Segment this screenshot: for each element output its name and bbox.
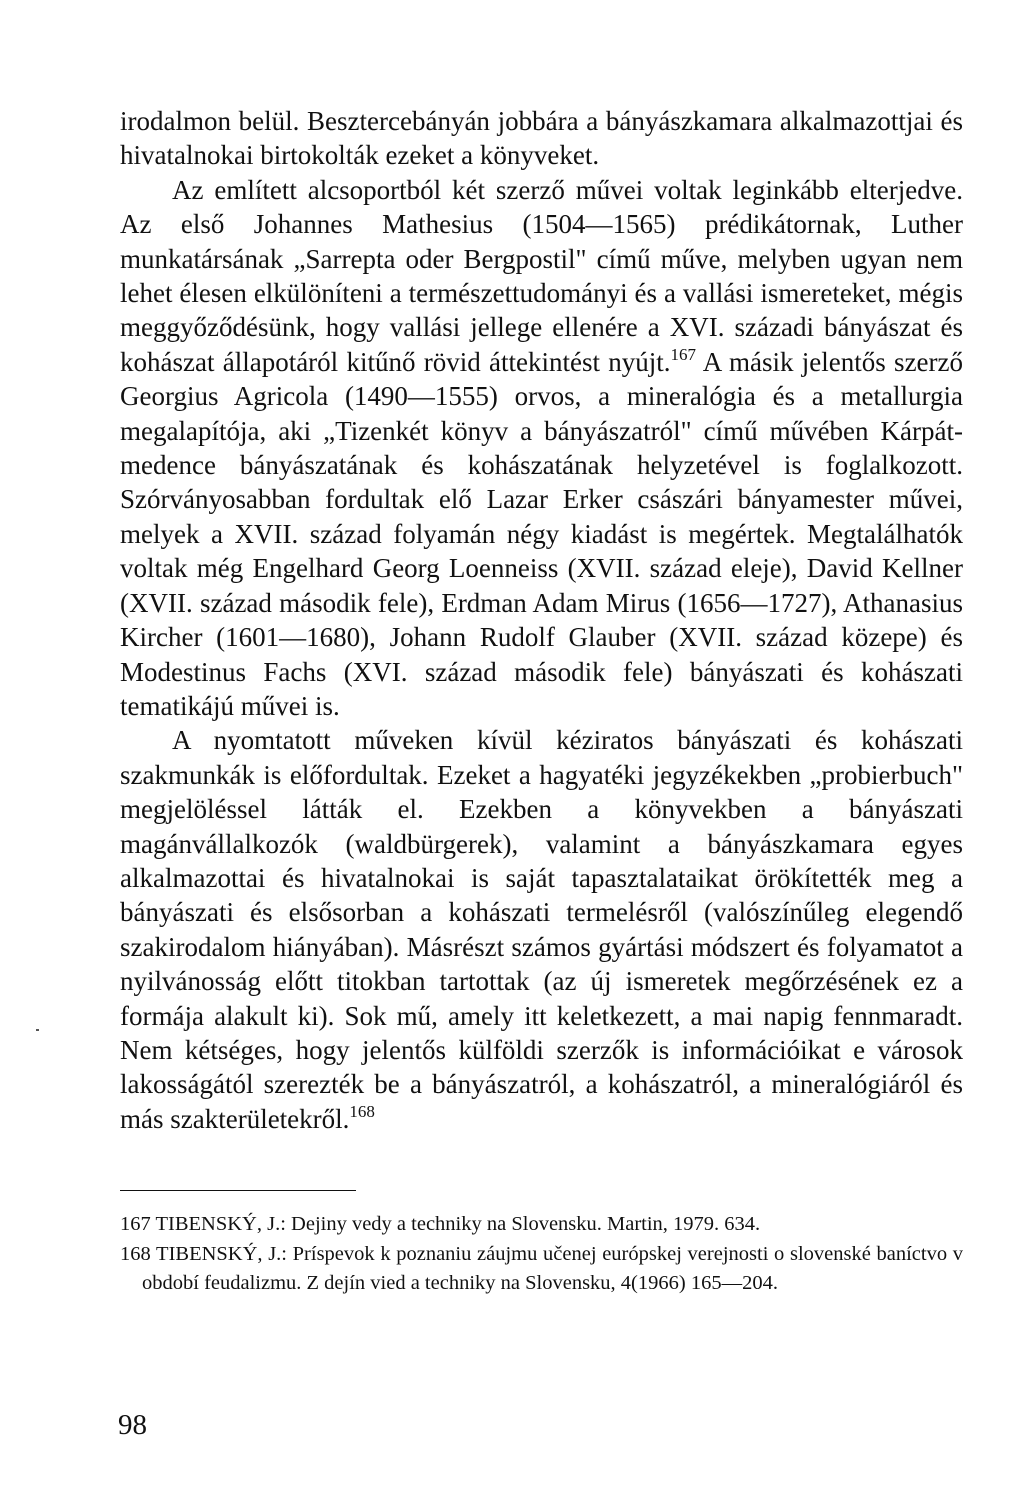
footnote-ref-167: 167 bbox=[670, 344, 696, 364]
footnote-ref-168: 168 bbox=[349, 1101, 375, 1121]
page-number: 98 bbox=[118, 1409, 147, 1441]
paragraph-3-text: A nyomtatott műveken kívül kéziratos bányászati és kohászati szakmunkák is előfordultak. Ezeket a hagyatéki jegyzékekben „probierbuch" megjelöléssel látták el. Ezekben a könyvekben a bányászati magánvállalkozók (waldbürgerek), valamint a bányászkamara egyes alkalmazottai és hivatalnokai is saját tapasztalataikat örökítették meg a bányászati és elsősorban a kohászati termelésről (valószínűleg elegendő szakirodalom hiányában). Másrészt számos gyártási módszert és folyamatot a nyilvánosság előtt titokban tartottak (az új ismeretek megőrzésének ez a formája alakult ki). Sok mű, amely itt keletkezett, a mai napig fennmaradt. Nem kétséges, hogy jelentős külföldi szerzők is információikat e városok lakosságától szerezték be a bányászatról, a kohászatról, a mineralógiáról és más szakterületekről. bbox=[120, 725, 963, 1134]
margin-speck bbox=[36, 1029, 39, 1031]
paragraph-3 bbox=[120, 723, 963, 1136]
paragraph-2 bbox=[120, 173, 963, 724]
paragraph-2-text: Az említett alcsoportból két szerző művei voltak leginkább elterjedve. Az első Johannes Mathesius (1504—1565) prédikátornak, Luther munkatársának „Sarrepta oder Bergpostil" című műve, melyben ugyan nem lehet élesen elkülöníteni a természettudományi és a vallási ismereteket, mégis meggyőződésünk, hogy vallási jellege ellenére a XVI. századi bányászat és kohászat állapotáról kitűnő rövid áttekintést nyújt. bbox=[120, 174, 963, 377]
footnote-167: 167 TIBENSKÝ, J.: Dejiny vedy a techniky na Slovensku. Martin, 1979. 634. bbox=[120, 1213, 761, 1235]
paragraph-1: irodalmon belül. Besztercebányán jobbára a bányászkamara alkalmazottjai és hivatalnokai birtokolták ezeket a könyveket. bbox=[120, 106, 963, 171]
footnote-168: 168 TIBENSKÝ, J.: Príspevok k poznaniu záujmu učenej európskej verejnosti o slovenské baníctvo v období feudalizmu. Z dejín vied a techniky na Slovensku, 4(1966) 165—204. bbox=[120, 1242, 963, 1294]
footnote-separator bbox=[120, 1190, 356, 1191]
body-text bbox=[120, 104, 963, 1136]
footnotes bbox=[120, 1210, 963, 1299]
paragraph-2-continuation: A másik jelentős szerző Georgius Agricola (1490—1555) orvos, a mineralógia és a metallurgia megalapítója, aki „Tizenkét könyv a bányászatról" című művében Kárpát-medence bányászatának és kohászatának helyzetével is foglalkozott. Szórványosabban fordultak elő Lazar Erker császári bányamester művei, melyek a XVII. század folyamán négy kiadást is megértek. Megtalálhatók voltak még Engelhard Georg Loenneiss (XVII. század eleje), David Kellner (XVII. század második fele), Erdman Adam Mirus (1656—1727), Athanasius Kircher (1601—1680), Johann Rudolf Glauber (XVII. század közepe) és Modestinus Fachs (XVI. század második fele) bányászati és kohászati tematikájú művei is. bbox=[120, 346, 964, 721]
